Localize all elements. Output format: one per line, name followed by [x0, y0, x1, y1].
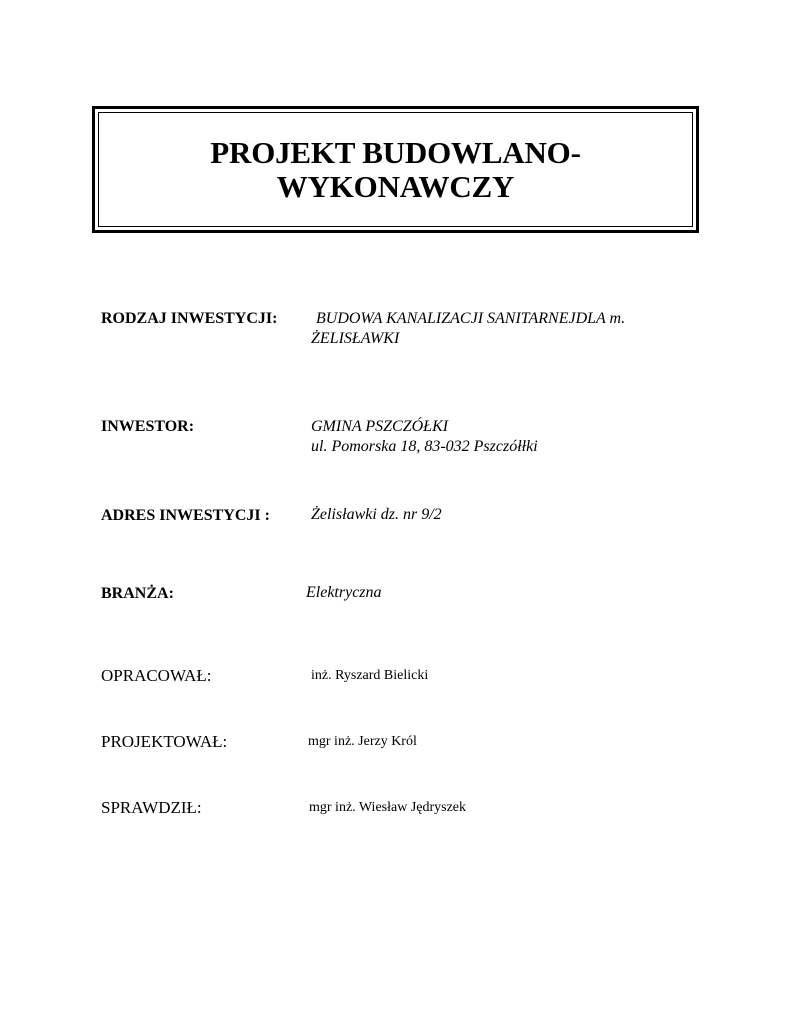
title-frame [92, 106, 699, 233]
document-title-line-2: WYKONAWCZY [276, 168, 515, 204]
checked-by-name: mgr inż. Wiesław Jędryszek [309, 800, 467, 815]
investor-value [311, 417, 538, 457]
investment-type-label: RODZAJ INWESTYCJI: [101, 310, 278, 327]
investment-type-value [311, 309, 626, 349]
title-frame-inner [98, 112, 693, 227]
designed-by-name: mgr inż. Jerzy Król [308, 734, 417, 749]
checked-by-label: SPRAWDZIŁ: [101, 798, 202, 817]
discipline-label: BRANŻA: [101, 585, 174, 602]
document-title-line-1: PROJEKT BUDOWLANO- [210, 134, 581, 170]
prepared-by-name: inż. Ryszard Bielicki [311, 668, 429, 683]
discipline-value: Elektryczna [306, 584, 382, 601]
designed-by-label: PROJEKTOWAŁ: [101, 732, 228, 751]
investor-label: INWESTOR: [101, 418, 195, 435]
document-title [210, 136, 580, 204]
investor-address: ul. Pomorska 18, 83-032 Pszczółłki [311, 438, 538, 455]
investment-address-value: Żelisławki dz. nr 9/2 [311, 506, 442, 523]
investor-name: GMINA PSZCZÓŁKI [311, 418, 449, 435]
investment-type-value-line-1: BUDOWA KANALIZACJI SANITARNEJDLA m. [316, 310, 626, 327]
investment-type-value-line-2: ŻELISŁAWKI [311, 330, 400, 347]
investment-address-label: ADRES INWESTYCJI : [101, 507, 270, 524]
prepared-by-label: OPRACOWAŁ: [101, 666, 212, 685]
